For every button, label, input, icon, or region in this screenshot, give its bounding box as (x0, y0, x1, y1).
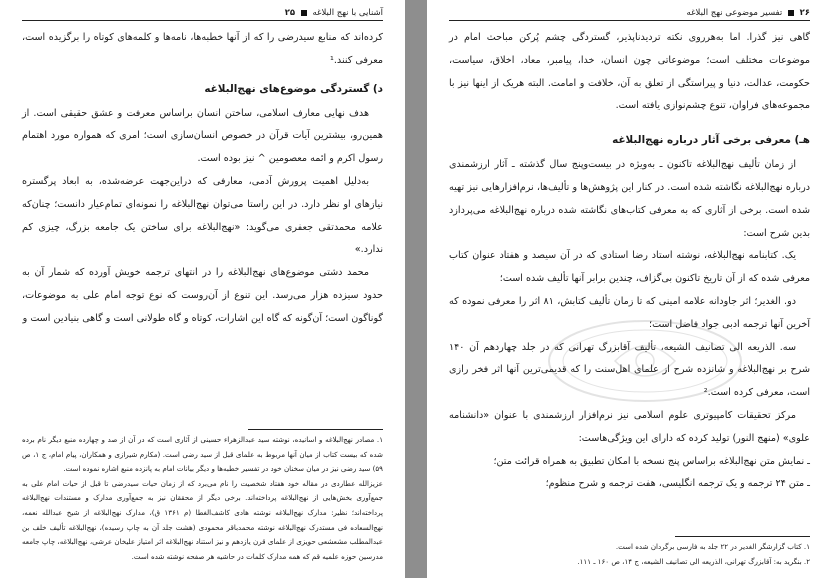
header-title: تفسیر موضوعی نهج البلاغه (686, 8, 783, 18)
paragraph: محمد دشتی موضوع‌های نهج‌البلاغه را در انتهای ترجمه خویش آورده که شمار آن به حدود سیزده هزار می‌رسد. این تنوع از آن‌روست که نوع توجه امام علی به موضوعات، گوناگون است؛ آن‌گونه که گاه این اشارات، کوتاه و گاه طولانی است و گاهی بنیادین است و (22, 267, 383, 324)
header-square-icon (788, 10, 794, 16)
paragraph: به‌دلیل اهمیت پرورش آدمی، معارفی که دراین‌جهت عرضه‌شده، به ابعاد پرگستره نیازهای او نظر دارد. در این راستا می‌توان نهج‌البلاغه را نمونه‌ای تمام‌عیار دانست؛ چنان‌که علامه محمدتقی جعفری می‌گوید: «نهج‌البلاغه برای ساختن یک جامعه بزرگ، چیزی کم ندارد.» (22, 175, 383, 256)
footnotes (22, 433, 383, 564)
footnote: عزیزالله عطاردی در مقاله خود هفتاد شخصیت را نام می‌برد که از زمان حیات سیدرضی تا قبل از حیات امام علی به جمع‌آوری بخش‌هایی از نهج‌البلاغه پرداخته‌اند. برخی دیگر از محققان نیز به جمع‌آوری مدارک و مستندات نهج‌البلاغه پرداخته‌اند؛ نظیر: مدارک نهج‌البلاغه نوشته هادی کاشف‌الغطا (م ۱۳۶۱ ق)، مدارک نهج‌البلاغه از شیخ عبدالله نعمه، نهج‌السعاده فی مستدرک نهج‌البلاغه نوشته محمدباقر محمودی (هشت جلد آن به چاپ رسیده)، نهج‌البلاغه تألیف خلف بن عبدالمطلب مشعشعی حویزی از علمای قرن یازدهم و نیز استناد نهج‌البلاغه اثر امتیاز علیخان عرشی، نهج‌البلاغه، چاپ جامعه مدرسین حوزه علمیه قم که همه مدارک کلمات در حاشیه هر صفحه نوشته شده است. (22, 478, 383, 561)
page-body (449, 27, 810, 496)
running-header-title-group (285, 6, 383, 20)
paragraph: مرکز تحقیقات کامپیوتری علوم اسلامی نیز نرم‌افزار ارزشمندی با عنوان «دانشنامه علوی» (منهج النور) تولید کرده که دارای این ویژگی‌هاست: (449, 409, 810, 444)
library-stamp-watermark (545, 316, 745, 406)
running-header (22, 6, 383, 21)
book-gutter (405, 0, 427, 578)
paragraph: کرده‌اند که منابع سیدرضی را که از آنها خطبه‌ها، نامه‌ها و کلمه‌های کوتاه را برگزیده است، معرفی کنند.¹ (22, 32, 383, 66)
paragraph: از زمان تألیف نهج‌البلاغه تاکنون ـ به‌ویژه در بیست‌وپنج سال گذشته ـ آثار ارزشمندی درباره نهج‌البلاغه نگاشته شده است. در کنار این پژوهش‌ها و تألیف‌ها، نرم‌افزارهایی نیز تهیه شده است. برخی از آثاری که به معرفی کتاب‌های نگاشته شده درباره نهج‌البلاغه می‌پردازد بدین شرح است: (449, 159, 810, 239)
paragraph: یک. کتابنامه نهج‌البلاغه، نوشته استاد رضا استادی که در آن سیصد و هفتاد عنوان کتاب معرفی شده که از آن تاریخ تاکنون بی‌گزاف، چندین برابر آنها تألیف شده است؛ (449, 250, 810, 285)
header-title: آشنایی با نهج البلاغه (312, 8, 383, 18)
bullet-item: ـ نمایش متن نهج‌البلاغه براساس پنج نسخه با امکان تطبیق به همراه قرائت متن؛ (493, 455, 810, 467)
footnote-divider (248, 429, 383, 430)
section-heading: د) گستردگی موضوع‌های نهج‌البلاغه (204, 82, 383, 95)
paragraph: دو. الغدیر؛ اثر جاودانه علامه امینی که تا زمان تألیف کتابش، ۸۱ اثر را معرفی نموده که آخرین آنها ترجمه ادبی جواد فاضل است؛ (449, 295, 810, 330)
footnote: ۱. کتاب گزارشگر الغدیر در ۲۲ جلد به فارسی برگردان شده است. (615, 542, 810, 551)
book-page-left (0, 0, 405, 578)
book-page-right (427, 0, 832, 578)
paragraph: سه. الذریعه الی تصانیف الشیعه، تألیف آقابزرگ تهرانی که در جلد چهاردهم آن ۱۴۰ شرح بر نهج‌البلاغه و شانزده شرح از علمای اهل‌سنت را که قدیمی‌ترین آنها اثر فخر رازی است، معرفی کرده است.² (449, 341, 810, 399)
running-header-title-group (687, 6, 810, 20)
paragraph: گاهی نیز گذرا. اما به‌هرروی نکته تردیدناپذیر، گستردگی چشم پُرکن مباحث امام در موضوعات مختلف است؛ موضوعاتی چون انسان، خدا، پیامبر، معاد، اخلاق، سیاست، حکومت، عدالت، دنیا و پیراستگی از تعلق به آن، خلافت و امامت. البته هریک از اینها نیز با مجموعه‌های فراوان، تنوع چشم‌نوازی یافته است. (449, 32, 810, 112)
page-body (22, 27, 383, 331)
section-heading: هـ) معرفی برخی آثار درباره نهج‌البلاغه (612, 134, 810, 147)
page-number: ۲۶ (799, 8, 810, 18)
footnotes (449, 540, 810, 569)
footnote: ۲. بنگرید به: آقابزرگ تهرانی، الذریعه الی تصانیف الشیعه، ج ۱۴، ص ۱۶۰ ـ ۱۱۱. (577, 556, 810, 566)
page-number: ۲۵ (284, 8, 296, 18)
header-square-icon (301, 10, 307, 16)
running-header (449, 6, 810, 21)
footnote: ۱. مصادر نهج‌البلاغه و اسانیده، نوشته سید عبدالزهراء حسینی از آثاری است که در آن از صد و چهارده منبع دیگر نام برده شده که بیست کتاب از میان آنها مربوط به علمای قبل از سید رضی است. (مکارم شیرازی و همکاران، پیام امام، ج ۱، ص ۵۹) سید رضی نیز در میان سخنان خود در تفسیر خطبه‌ها و دیگر بیانات امام به پانزده منبع اشاره نموده است. (22, 435, 383, 474)
bullet-item: ـ متن ۲۴ ترجمه و یک ترجمه انگلیسی، هفت ترجمه و شرح منظوم؛ (545, 478, 810, 490)
footnote-divider (675, 536, 810, 537)
paragraph: هدف نهایی معارف اسلامی، ساختن انسان براساس معرفت و عشق حقیقی است. از همین‌رو، بیشترین آیات قرآن در خصوص انسان‌سازی است؛ امری که همواره مورد اهتمام رسول اکرم و ائمه معصومین ^ نیز بوده است. (22, 107, 383, 165)
